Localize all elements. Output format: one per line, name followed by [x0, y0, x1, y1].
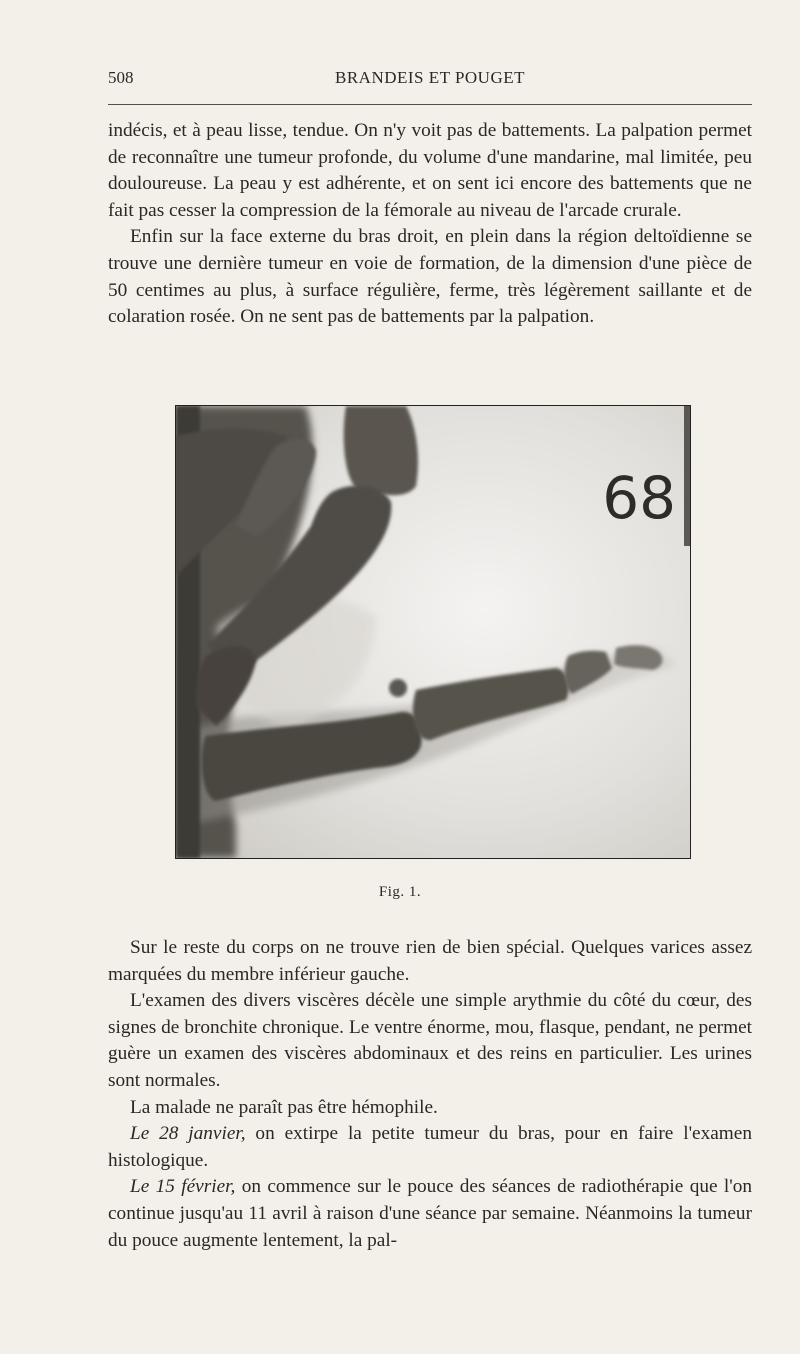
paragraph-continued: indécis, et à peau lisse, tendue. On n'y voit pas de battements. La palpation permet de reconnaître une tumeur profonde, du volume d'une mandarine, mal limitée, peu douloureuse. La peau y est adhérente, et on sent ici encore des battements que ne fait pas cesser la compression de la fémorale au niveau de l'arcade crurale. [108, 120, 752, 221]
figure-caption: Fig. 1. [378, 884, 422, 900]
text-february: on commence sur le pouce des séances de radiothérapie que l'on continue jusqu'au 11 avril à raison d'une séance par semaine. Néanmoins la tumeur du pouce augmente lentement, la pal- [108, 1176, 752, 1251]
top-text-block [108, 118, 752, 331]
page-number: 508 [108, 68, 134, 87]
figure-label-number: 68 [602, 464, 676, 532]
paragraph-hemophilia: La malade ne paraît pas être hémophile. [130, 1096, 438, 1118]
paragraph-rest-of-body: Sur le reste du corps on ne trouve rien de bien spécial. Quelques varices assez marquées du membre inférieur gauche. [108, 937, 752, 985]
date-january: Le 28 janvier, [130, 1123, 246, 1145]
paragraph-deltoid-tumor: Enfin sur la face externe du bras droit, en plein dans la région deltoïdienne se trouve une dernière tumeur en voie de formation, de la dimension d'une pièce de 50 centimes au plus, à surface régulière, ferme, très légèrement saillante et de colaration rosée. On ne sent pas de battements par la palpation. [108, 226, 752, 328]
paragraph-january [108, 1121, 752, 1174]
xray-hand-image [176, 406, 690, 858]
text-january: on extirpe la petite tumeur du bras, pour en faire l'examen histologique. [108, 1123, 753, 1171]
paragraph-february [108, 1174, 752, 1254]
running-head [108, 68, 752, 92]
paragraph-viscera-exam: L'examen des divers viscères décèle une simple arythmie du côté du cœur, des signes de bronchite chronique. Le ventre énorme, mou, flasque, pendant, ne permet guère un examen des viscères abdominaux et des reins en particulier. Les urines sont normales. [108, 990, 752, 1091]
running-title: BRANDEIS ET POUGET [334, 68, 526, 87]
header-rule [108, 104, 752, 105]
xray-figure [175, 405, 691, 859]
date-february: Le 15 février, [130, 1176, 236, 1198]
bottom-text-block [108, 935, 752, 1254]
